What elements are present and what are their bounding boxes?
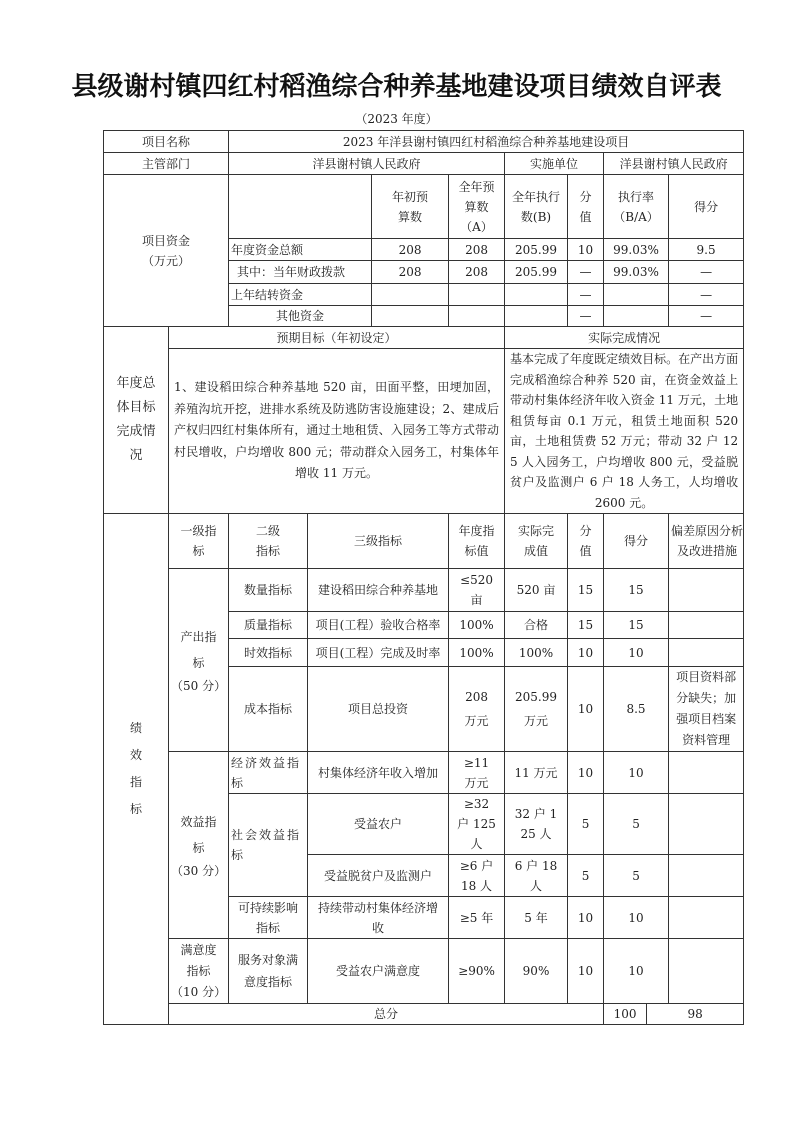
goals-expected-text: 1、建设稻田综合种养基地 520 亩，田面平整，田埂加固，养殖沟坑开挖，进排水系统及防逃防害设施建设；2、建成后产权归四红村集体所有，通过土地租赁、入园务工等方式带动村民增收，户均增收 800 元；带动群众入园务工，村集体年增收 11 万元。 bbox=[169, 349, 505, 514]
perf-header-l1: 一级指标 bbox=[169, 514, 229, 569]
perf-row-analysis bbox=[669, 794, 744, 855]
impl-value: 洋县谢村镇人民政府 bbox=[604, 153, 744, 175]
perf-row-actual: 100% bbox=[505, 639, 568, 667]
perf-row-l3: 受益农户 bbox=[308, 794, 449, 855]
perf-row-l3: 受益农户满意度 bbox=[308, 939, 449, 1004]
funds-row-name: 年度资金总额 bbox=[229, 239, 372, 261]
funds-row-score: 9.5 bbox=[669, 239, 744, 261]
total-label: 总分 bbox=[169, 1004, 604, 1025]
perf-row-target: ≤520亩 bbox=[449, 569, 505, 612]
perf-row-l2: 可持续影响指标 bbox=[229, 897, 308, 939]
total-score: 98 bbox=[647, 1004, 744, 1025]
perf-row-weight: 10 bbox=[568, 897, 604, 939]
funds-header-initial: 年初预算数 bbox=[372, 175, 449, 239]
perf-row-analysis bbox=[669, 897, 744, 939]
goals-label: 年度总体目标完成情况 bbox=[104, 327, 169, 514]
perf-row-actual: 205.99 万元 bbox=[505, 667, 568, 752]
goals-content-row bbox=[104, 349, 744, 514]
perf-header-l3: 三级指标 bbox=[308, 514, 449, 569]
funds-row-weight: — bbox=[568, 306, 604, 327]
perf-row bbox=[104, 569, 744, 612]
funds-row-annual bbox=[449, 284, 505, 306]
perf-row-target: ≥11 万元 bbox=[449, 752, 505, 794]
perf-row-analysis bbox=[669, 855, 744, 897]
funds-row-weight: 10 bbox=[568, 239, 604, 261]
dept-value: 洋县谢村镇人民政府 bbox=[229, 153, 505, 175]
perf-row-l3: 村集体经济年收入增加 bbox=[308, 752, 449, 794]
goals-actual-text: 基本完成了年度既定绩效目标。在产出方面完成稻渔综合种养 520 亩，在资金效益上带动村集体经济年收入资金 11 万元，土地租赁每亩 0.1 万元，租赁土地面积 520 亩，土地租赁费 52 万元；带动 32 户 125 人入园务工，户均增收 800 元，受益脱贫户及监测户 6 户 18 人务工，人均增收 2600 元。 bbox=[505, 349, 744, 514]
funds-header-weight: 分值 bbox=[568, 175, 604, 239]
perf-row bbox=[104, 752, 744, 794]
funds-header-rate: 执行率（B/A） bbox=[604, 175, 669, 239]
funds-row-annual bbox=[449, 306, 505, 327]
project-name-value: 2023 年洋县谢村镇四红村稻渔综合种养基地建设项目 bbox=[229, 131, 744, 153]
perf-header-analysis: 偏差原因分析及改进措施 bbox=[669, 514, 744, 569]
perf-row-weight: 5 bbox=[568, 794, 604, 855]
perf-group-satisfaction: 满意度指标 （10 分） bbox=[169, 939, 229, 1004]
perf-row-l3: 项目(工程）完成及时率 bbox=[308, 639, 449, 667]
funds-row-rate: 99.03% bbox=[604, 239, 669, 261]
perf-row-score: 5 bbox=[604, 855, 669, 897]
perf-group-benefit: 效益指标 （30 分） bbox=[169, 752, 229, 939]
evaluation-table bbox=[103, 130, 744, 1025]
perf-row-weight: 10 bbox=[568, 939, 604, 1004]
perf-label: 绩效指标 bbox=[104, 514, 169, 1025]
perf-row-actual: 合格 bbox=[505, 612, 568, 639]
perf-row-l2: 质量指标 bbox=[229, 612, 308, 639]
perf-row-l3: 持续带动村集体经济增收 bbox=[308, 897, 449, 939]
perf-row-weight: 10 bbox=[568, 639, 604, 667]
perf-row-actual: 520 亩 bbox=[505, 569, 568, 612]
perf-row-weight: 10 bbox=[568, 752, 604, 794]
perf-row-analysis: 项目资料部分缺失；加强项目档案资料管理 bbox=[669, 667, 744, 752]
perf-row-target: ≥32 户 125 人 bbox=[449, 794, 505, 855]
perf-row-analysis bbox=[669, 639, 744, 667]
dept-row bbox=[104, 153, 744, 175]
perf-row-l3: 建设稻田综合种养基地 bbox=[308, 569, 449, 612]
perf-row-analysis bbox=[669, 612, 744, 639]
perf-row-target: ≥6 户 18 人 bbox=[449, 855, 505, 897]
funds-row-initial: 208 bbox=[372, 239, 449, 261]
funds-row-initial: 208 bbox=[372, 261, 449, 284]
goals-header-row bbox=[104, 327, 744, 349]
funds-row-name: 其他资金 bbox=[229, 306, 372, 327]
perf-header-score: 得分 bbox=[604, 514, 669, 569]
funds-header-score: 得分 bbox=[669, 175, 744, 239]
goals-expected-header: 预期目标（年初设定） bbox=[169, 327, 505, 349]
funds-header-annual: 全年预算数（A） bbox=[449, 175, 505, 239]
perf-row-actual: 32 户 125 人 bbox=[505, 794, 568, 855]
perf-row-target: 208 万元 bbox=[449, 667, 505, 752]
funds-row-rate bbox=[604, 306, 669, 327]
perf-row-target: ≥5 年 bbox=[449, 897, 505, 939]
perf-row-l3: 项目总投资 bbox=[308, 667, 449, 752]
perf-row-l2: 社会效益指标 bbox=[229, 794, 308, 897]
funds-row-rate: 99.03% bbox=[604, 261, 669, 284]
perf-row-score: 15 bbox=[604, 569, 669, 612]
perf-row-l2: 数量指标 bbox=[229, 569, 308, 612]
funds-row-initial bbox=[372, 306, 449, 327]
funds-row-exec bbox=[505, 284, 568, 306]
project-name-row bbox=[104, 131, 744, 153]
funds-row-weight: — bbox=[568, 284, 604, 306]
perf-row-actual: 5 年 bbox=[505, 897, 568, 939]
perf-header-target: 年度指标值 bbox=[449, 514, 505, 569]
perf-row-l2: 经济效益指标 bbox=[229, 752, 308, 794]
perf-row-score: 10 bbox=[604, 752, 669, 794]
perf-row-score: 8.5 bbox=[604, 667, 669, 752]
funds-header-blank bbox=[229, 175, 372, 239]
perf-row-actual: 90% bbox=[505, 939, 568, 1004]
perf-row-weight: 15 bbox=[568, 612, 604, 639]
funds-unit: （万元） bbox=[142, 253, 191, 268]
perf-header-l2: 二级指标 bbox=[229, 514, 308, 569]
funds-row-rate bbox=[604, 284, 669, 306]
funds-row-name: 其中：当年财政拨款 bbox=[229, 261, 372, 284]
funds-row-name: 上年结转资金 bbox=[229, 284, 372, 306]
perf-row-score: 10 bbox=[604, 897, 669, 939]
perf-row-weight: 15 bbox=[568, 569, 604, 612]
funds-label-text: 项目资金 bbox=[142, 233, 191, 248]
perf-header-row bbox=[104, 514, 744, 569]
perf-row-actual: 6 户 18 人 bbox=[505, 855, 568, 897]
perf-row-target: ≥90% bbox=[449, 939, 505, 1004]
page-title: 县级谢村镇四红村稻渔综合种养基地建设项目绩效自评表 bbox=[71, 72, 722, 102]
funds-row-exec: 205.99 bbox=[505, 239, 568, 261]
funds-row-weight: — bbox=[568, 261, 604, 284]
goals-actual-header: 实际完成情况 bbox=[505, 327, 744, 349]
funds-row-score: — bbox=[669, 284, 744, 306]
perf-row-target: 100% bbox=[449, 639, 505, 667]
perf-group-benefit-points: （30 分） bbox=[171, 864, 227, 878]
perf-row-l3: 项目(工程）验收合格率 bbox=[308, 612, 449, 639]
perf-row-l2: 时效指标 bbox=[229, 639, 308, 667]
perf-row-weight: 5 bbox=[568, 855, 604, 897]
dept-label: 主管部门 bbox=[104, 153, 229, 175]
perf-group-output: 产出指标 （50 分） bbox=[169, 569, 229, 752]
perf-row-l3: 受益脱贫户及监测户 bbox=[308, 855, 449, 897]
perf-row-analysis bbox=[669, 569, 744, 612]
funds-row-exec bbox=[505, 306, 568, 327]
total-weight: 100 bbox=[604, 1004, 647, 1025]
funds-row-score: — bbox=[669, 261, 744, 284]
perf-header-weight: 分值 bbox=[568, 514, 604, 569]
funds-row-annual: 208 bbox=[449, 261, 505, 284]
funds-row-annual: 208 bbox=[449, 239, 505, 261]
funds-row-initial bbox=[372, 284, 449, 306]
perf-row-score: 5 bbox=[604, 794, 669, 855]
perf-row-actual: 11 万元 bbox=[505, 752, 568, 794]
perf-row-l2: 服务对象满意度指标 bbox=[229, 939, 308, 1004]
perf-row bbox=[104, 939, 744, 1004]
funds-header-exec: 全年执行数(B) bbox=[505, 175, 568, 239]
perf-row-l2: 成本指标 bbox=[229, 667, 308, 752]
perf-row-analysis bbox=[669, 939, 744, 1004]
perf-row-weight: 10 bbox=[568, 667, 604, 752]
perf-group-output-points: （50 分） bbox=[171, 679, 227, 693]
perf-row-target: 100% bbox=[449, 612, 505, 639]
funds-header-row bbox=[104, 175, 744, 239]
report-year: （2023 年度） bbox=[355, 112, 438, 126]
perf-group-satisfaction-points: （10 分） bbox=[171, 984, 227, 999]
perf-row-score: 15 bbox=[604, 612, 669, 639]
perf-row-score: 10 bbox=[604, 639, 669, 667]
perf-header-actual: 实际完成值 bbox=[505, 514, 568, 569]
perf-row-score: 10 bbox=[604, 939, 669, 1004]
project-name-label: 项目名称 bbox=[104, 131, 229, 153]
funds-row-exec: 205.99 bbox=[505, 261, 568, 284]
total-row bbox=[104, 1004, 744, 1025]
perf-row-analysis bbox=[669, 752, 744, 794]
funds-row-score: — bbox=[669, 306, 744, 327]
impl-label: 实施单位 bbox=[505, 153, 604, 175]
funds-label bbox=[104, 175, 229, 327]
